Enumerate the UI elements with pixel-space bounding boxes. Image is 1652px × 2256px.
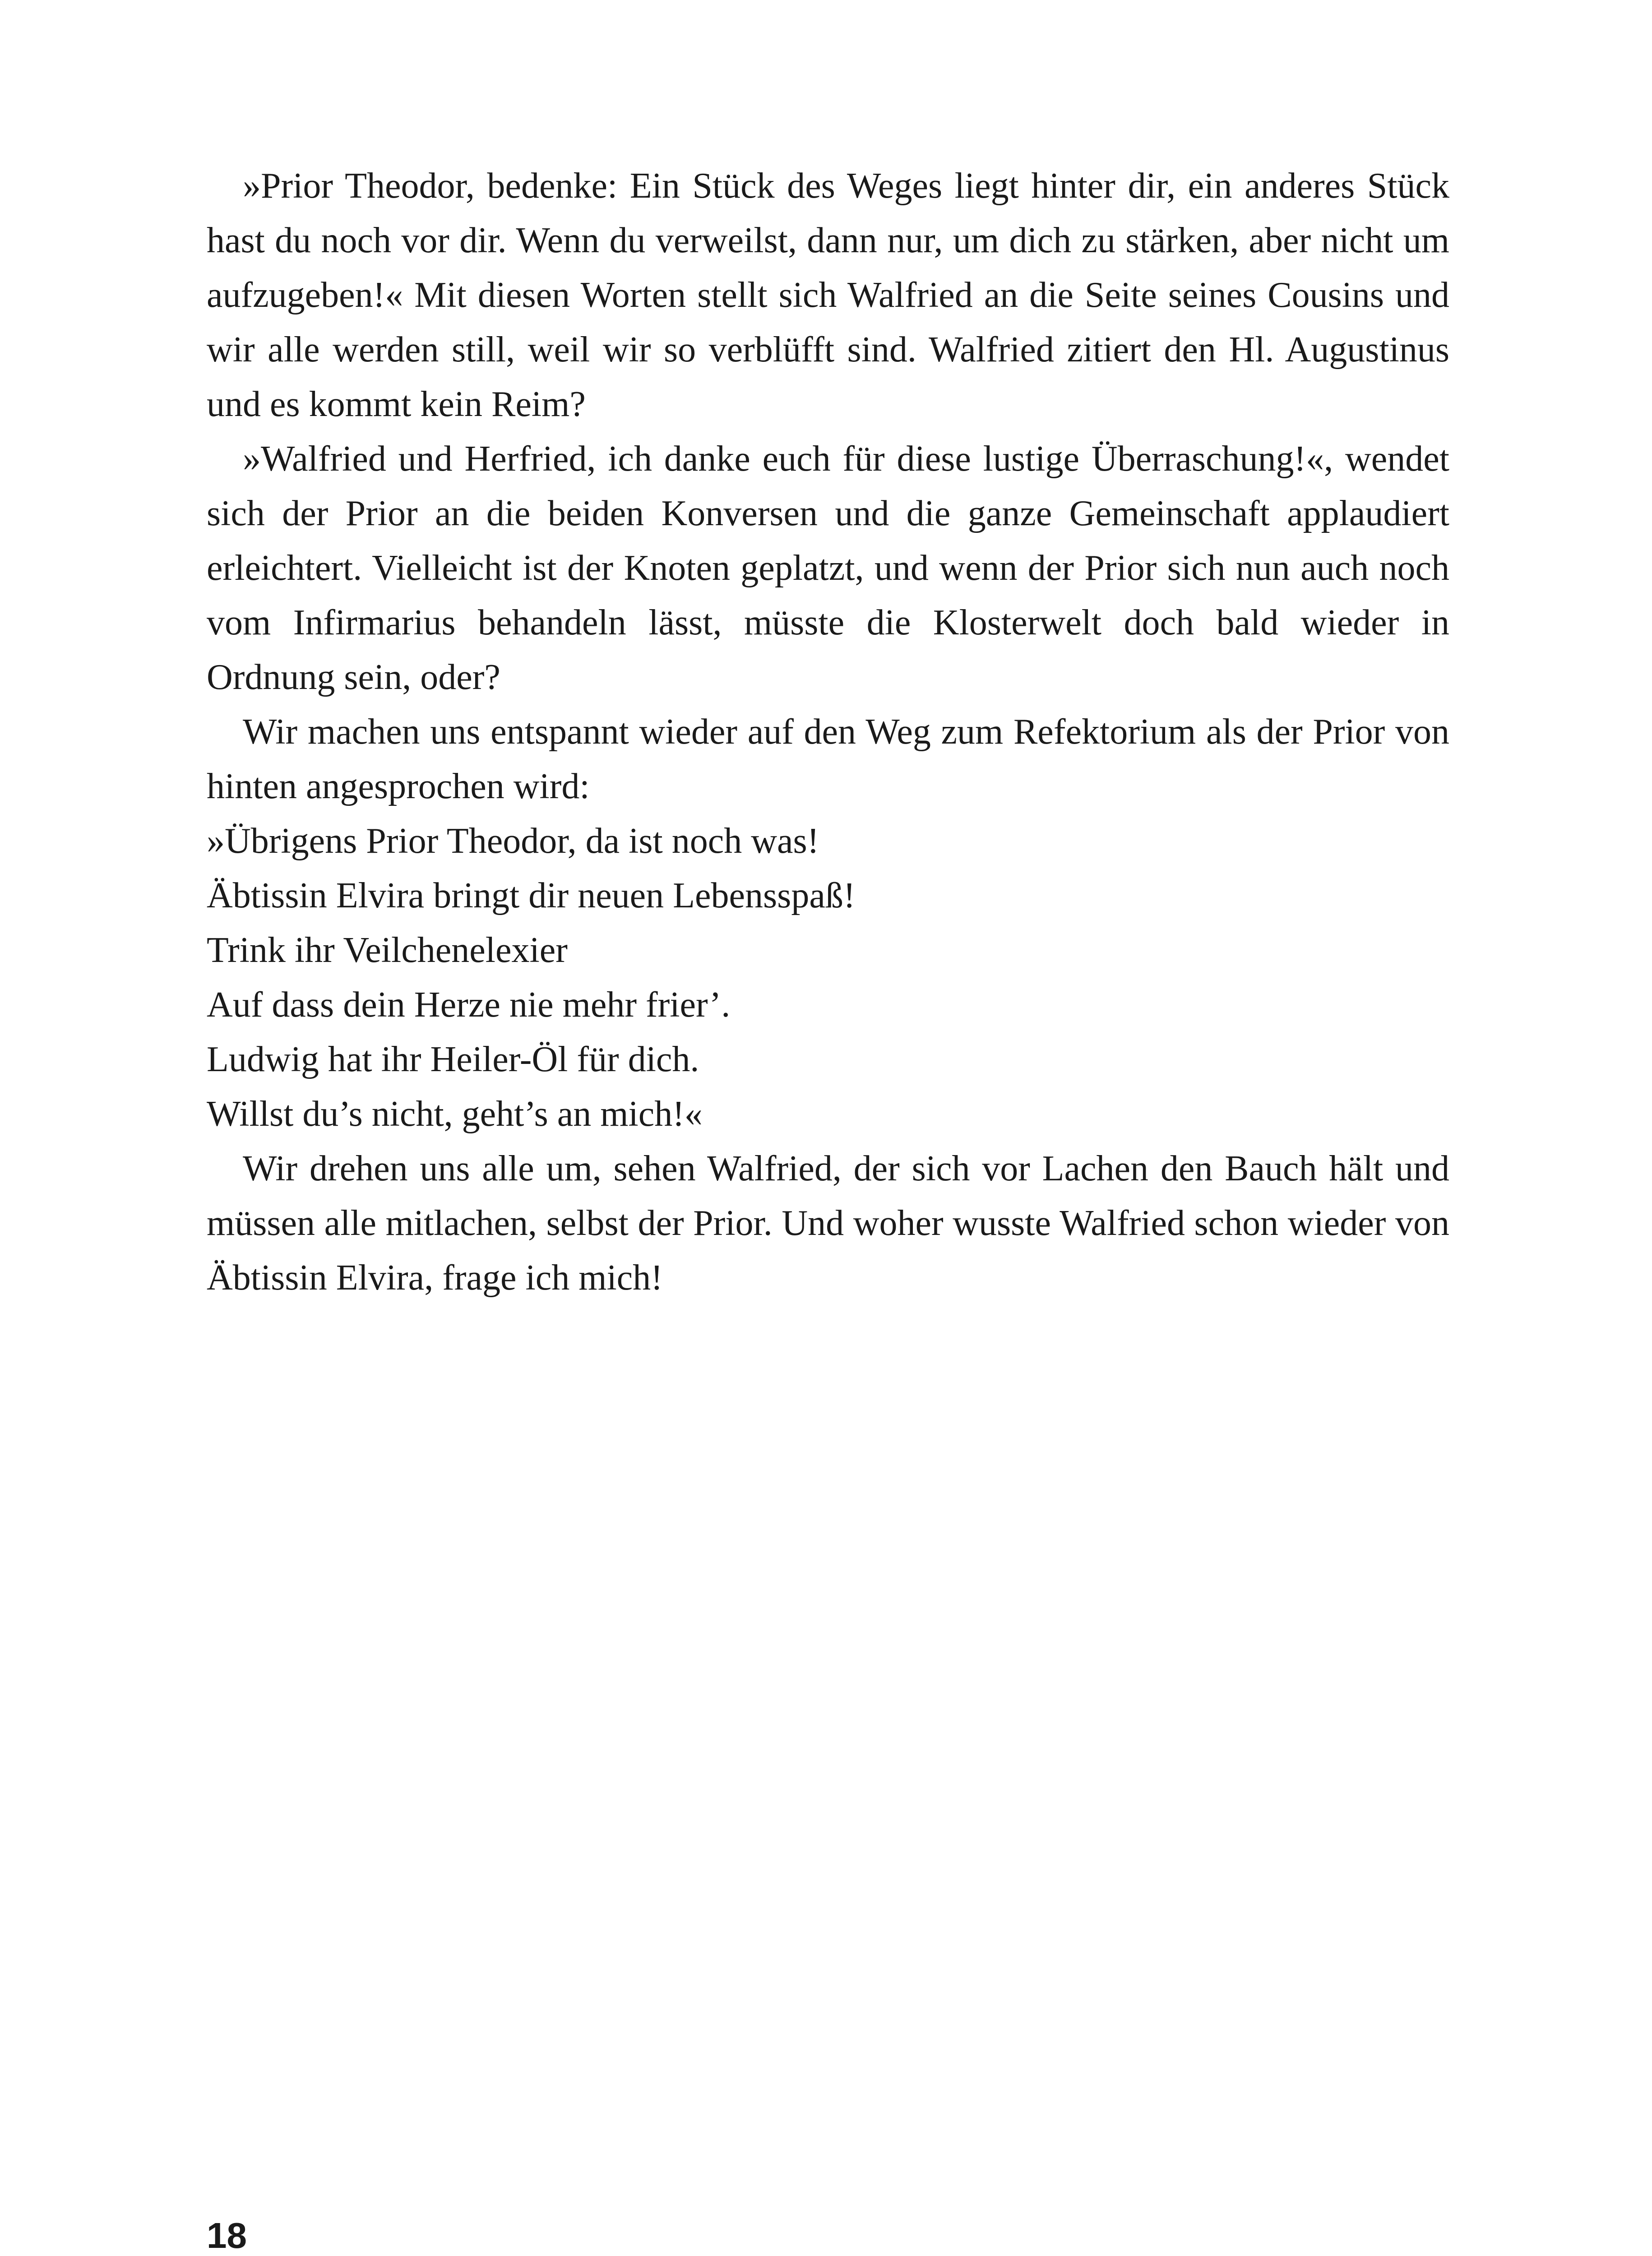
verse-line: Ludwig hat ihr Heiler-Öl für dich. — [207, 1040, 699, 1079]
verse-line: Äbtissin Elvira bringt dir neuen Lebensspaß! — [207, 876, 856, 915]
page-number: 18 — [207, 2215, 247, 2256]
verse-line: »Übrigens Prior Theodor, da ist noch was! — [207, 821, 819, 861]
verse-line: Trink ihr Veilchenelexier — [207, 930, 568, 970]
paragraph-closing: Wir drehen uns alle um, sehen Walfried, der sich vor Lachen den Bauch hält und müssen alle mitlachen, selbst der Prior. Und woher wusste Walfried schon wieder von Äbtissin Elvira, frage ich mich! — [207, 1149, 1449, 1298]
verse-line: Auf dass dein Herze nie mehr frier’. — [207, 985, 731, 1025]
paragraph-surprise-thanks: »Walfried und Herfried, ich danke euch für diese lustige Überraschung!«, wendet sich der Prior an die beiden Konversen und die ganze Gemeinschaft applaudiert erleichtert. Vielleicht ist der Knoten geplatzt, und wenn der Prior sich nun auch noch vom Infirmarius behandeln lässt, müsste die Klosterwelt doch bald wieder in Ordnung sein, oder? — [207, 439, 1449, 697]
paragraph-augustinus-quote: »Prior Theodor, bedenke: Ein Stück des Weges liegt hinter dir, ein anderes Stück hast du noch vor dir. Wenn du verweilst, dann nur, um dich zu stärken, aber nicht um aufzugeben!« Mit diesen Worten stellt sich Walfried an die Seite seines Cousins und wir alle werden still, weil wir so verblüfft sind. Walfried zitiert den Hl. Augustinus und es kommt kein Reim? — [207, 166, 1449, 424]
rhyme-verse — [207, 814, 1449, 1142]
paragraph-way-to-refectory: Wir machen uns entspannt wieder auf den Weg zum Refektorium als der Prior von hinten angesprochen wird: — [207, 712, 1449, 806]
body-text — [207, 159, 1449, 1305]
verse-line: Willst du’s nicht, geht’s an mich!« — [207, 1094, 703, 1134]
